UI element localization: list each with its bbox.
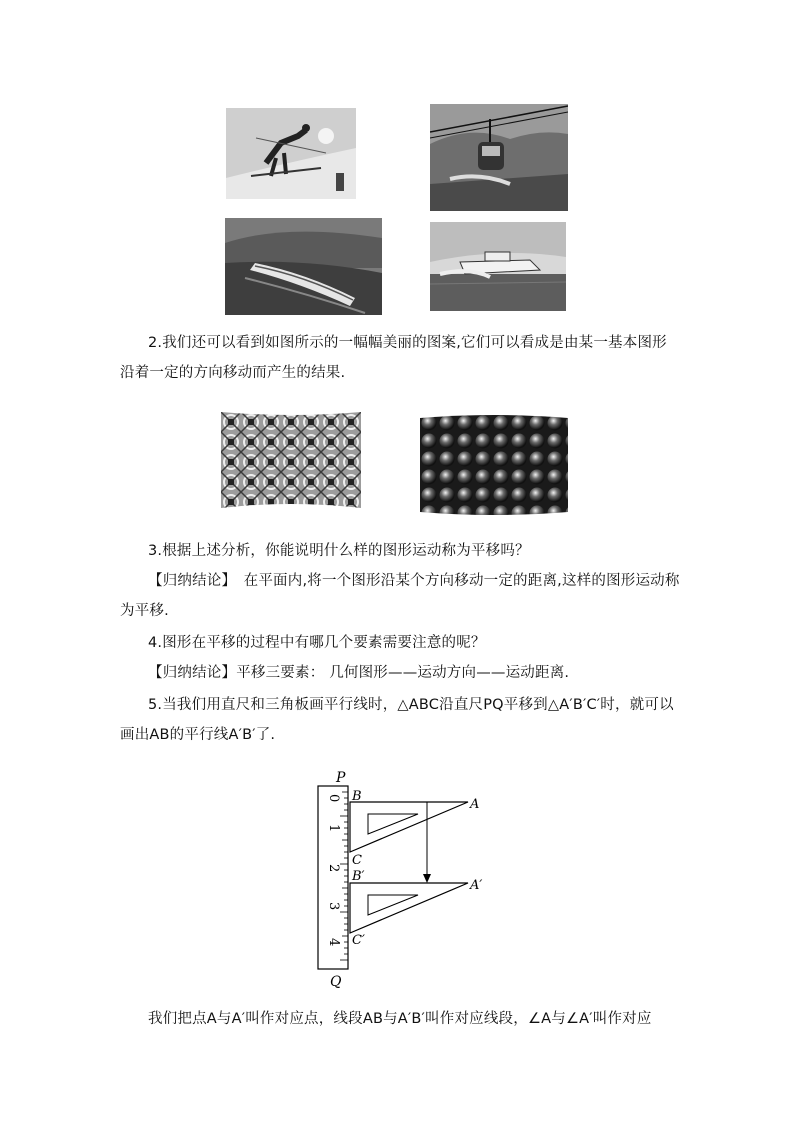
label-c-prime: C′ bbox=[352, 933, 365, 948]
label-b: B bbox=[352, 789, 362, 804]
ruler-tick-0: 0 bbox=[326, 794, 341, 803]
conclusion-tag: 【归纳结论】 bbox=[148, 573, 229, 589]
train-photo bbox=[225, 218, 382, 315]
hydrofoil-boat-photo bbox=[430, 222, 566, 311]
conclusion-1 bbox=[120, 566, 680, 626]
cable-car-photo bbox=[430, 104, 568, 211]
ruler-tick-3: 3 bbox=[326, 902, 341, 911]
label-a: A bbox=[470, 797, 480, 812]
ruler-tick-4: 4 bbox=[326, 938, 341, 947]
pattern-spheres-photo bbox=[420, 414, 568, 516]
paragraph-5: 5.当我们用直尺和三角板画平行线时，△ABC沿直尺PQ平移到△A′B′C′时，就可以画出AB的平行线A′B′了. bbox=[120, 697, 674, 743]
paragraph-2: 2.我们还可以看到如图所示的一幅幅美丽的图案,它们可以看成是由某一基本图形沿着一定的方向移动而产生的结果. bbox=[120, 335, 667, 381]
label-c: C bbox=[352, 853, 362, 868]
label-p: P bbox=[336, 770, 346, 786]
ruler-tick-1: 1 bbox=[326, 824, 341, 833]
paragraph-6: 我们把点A与A′叫作对应点，线段AB与A′B′叫作对应线段，∠A与∠A′叫作对应 bbox=[148, 1011, 652, 1027]
triangle-abc-prime-inner bbox=[368, 895, 418, 915]
conclusion-2 bbox=[120, 658, 680, 688]
label-b-prime: B′ bbox=[352, 869, 365, 884]
pattern-tile-photo bbox=[221, 412, 361, 508]
label-q: Q bbox=[330, 974, 342, 990]
conclusion-tag: 【归纳结论】 bbox=[148, 665, 237, 681]
conclusion-text: 平移三要素： 几何图形——运动方向——运动距离. bbox=[236, 665, 570, 681]
arrow-head-icon bbox=[423, 874, 431, 883]
triangle-abc-inner bbox=[368, 814, 418, 834]
ruler-tick-2: 2 bbox=[326, 864, 341, 873]
paragraph-4: 4.图形在平移的过程中有哪几个要素需要注意的呢？ bbox=[148, 635, 486, 651]
skier-photo bbox=[226, 108, 356, 199]
paragraph-3: 3.根据上述分析，你能说明什么样的图形运动称为平移吗？ bbox=[148, 543, 530, 559]
conclusion-text: 在平面内,将一个图形沿某个方向移动一定的距离,这样的图形运动称为平移. bbox=[120, 573, 680, 619]
translation-figure bbox=[300, 768, 500, 990]
label-a-prime: A′ bbox=[470, 878, 483, 893]
